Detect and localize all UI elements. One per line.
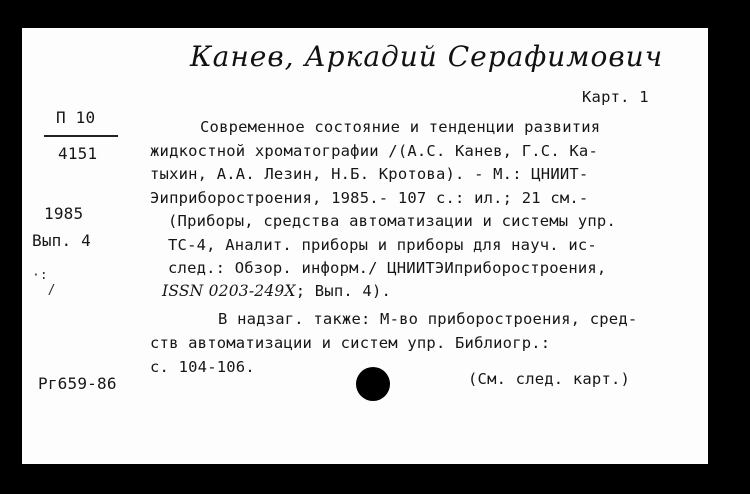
shelf-mark-divider — [44, 135, 118, 137]
body-line-7: след.: Обзор. информ./ ЦНИИТЭИприборостроения, — [168, 259, 607, 277]
note-line-1: В надзаг. также: М-во приборостроения, сред- — [218, 310, 638, 328]
ink-specks: ·: / — [32, 268, 56, 298]
continuation-note: (См. след. карт.) — [468, 370, 631, 388]
body-line-2: жидкостной хроматографии /(А.С. Канев, Г.С. Ка- — [150, 142, 598, 160]
note-line-3: с. 104-106. — [150, 358, 255, 376]
issue-number: Вып. 4 — [32, 231, 91, 250]
body-line-8 — [162, 282, 391, 300]
series-issue: ; Вып. 4). — [295, 282, 392, 300]
issn-handwritten: ISSN 0203-249X — [162, 282, 296, 300]
body-line-4: Эиприборостроения, 1985.- 107 с.: ил.; 21 см.- — [150, 189, 589, 207]
shelf-mark-line2: 4151 — [58, 144, 98, 163]
shelf-mark-line1: П 10 — [56, 108, 96, 127]
note-line-2: ств автоматизации и систем упр. Библиогр.: — [150, 334, 551, 352]
body-line-6: ТС-4, Аналит. приборы и приборы для науч. ис- — [168, 236, 597, 254]
card-number: Карт. 1 — [582, 88, 649, 106]
body-line-1: Современное состояние и тенденции развития — [200, 118, 601, 136]
body-line-3: тыхин, А.А. Лезин, Н.Б. Кротова). - М.: ЦНИИТ- — [150, 165, 589, 183]
handwritten-author-name: Канев, Аркадий Серафимович — [190, 40, 664, 73]
catalog-card — [22, 28, 708, 464]
body-line-5: (Приборы, средства автоматизации и системы упр. — [168, 212, 616, 230]
punch-hole — [356, 367, 390, 401]
inventory-number: Рг659-86 — [38, 374, 117, 393]
publication-year: 1985 — [44, 204, 84, 223]
